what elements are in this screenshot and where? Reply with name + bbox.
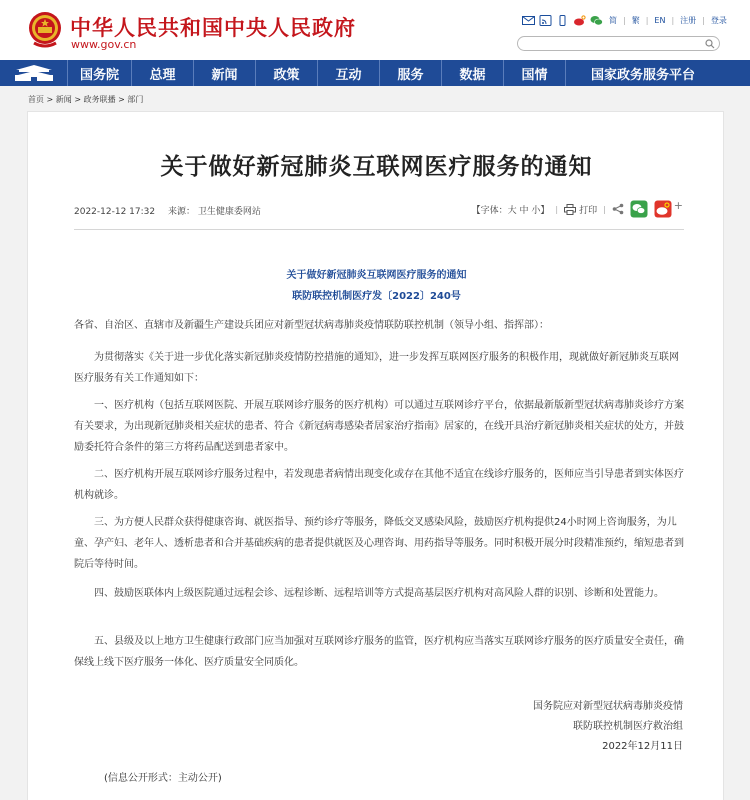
article-source: 来源： 卫生健康委网站 — [167, 207, 261, 217]
traditional-chinese-link[interactable]: 繁 — [631, 16, 640, 25]
signature-date: 2022年12月11日 — [602, 741, 683, 752]
separator: | — [645, 16, 649, 25]
share-icon[interactable] — [612, 203, 624, 215]
document-heading: 关于做好新冠肺炎互联网医疗服务的通知 — [286, 270, 467, 281]
separator: | — [603, 204, 606, 214]
paragraph-5: 五、县级及以上地方卫生健康行政部门应当加强对互联网诊疗服务的监管，医疗机构应当落实互联网诊疗服务的医疗质量安全责任，确保线上线下医疗服务一体化、医疗质量安全同质化。 — [74, 636, 684, 668]
separator: | — [623, 16, 626, 25]
nav-home[interactable] — [0, 60, 68, 86]
signature-line: 联防联控机制医疗救治组 — [573, 721, 683, 732]
divider — [74, 229, 684, 230]
paragraph-1: 一、医疗机构（包括互联网医院、开展互联网诊疗服务的医疗机构）可以通过互联网诊疗平台，依据最新版新型冠状病毒肺炎诊疗方案有关要求，为出现新冠肺炎相关症状的患者、符合《新冠病毒感染者居家治疗指南》居家的，在线开具治疗新冠肺炎相关症状的处方，并鼓励委托符合条件的第三方将药品配送到患者家中。 — [74, 400, 684, 453]
rss-icon[interactable] — [539, 15, 552, 26]
header-tools — [522, 15, 729, 26]
nav-item-services[interactable]: 服务 — [380, 60, 442, 86]
separator: | — [702, 16, 705, 25]
weibo-share-icon[interactable] — [654, 200, 672, 218]
paragraph-2: 二、医疗机构开展互联网诊疗服务过程中，若发现患者病情出现变化或存在其他不适宜在线诊疗服务的，医师应当引导患者到实体医疗机构就诊。 — [74, 469, 684, 501]
weibo-icon[interactable] — [573, 15, 586, 26]
login-link[interactable]: 登录 — [710, 16, 727, 25]
nav-item-state-council[interactable]: 国务院 — [68, 60, 132, 86]
nav-item-news[interactable]: 新闻 — [194, 60, 256, 86]
site-title[interactable]: 中华人民共和国中央人民政府 — [70, 16, 356, 40]
site-header — [0, 0, 750, 60]
mobile-icon[interactable] — [556, 15, 569, 26]
tiananmen-icon — [12, 64, 56, 82]
nav-item-government-services-platform[interactable]: 国家政务服务平台 — [590, 67, 695, 83]
publish-date: 2022-12-12 17:32 — [74, 207, 156, 217]
main-nav — [0, 60, 750, 86]
paragraph-3: 三、为方便人民群众获得健康咨询、就医指导、预约诊疗等服务，降低交叉感染风险，鼓励医疗机构提供24小时网上咨询服务，为儿童、孕产妇、老年人、透析患者和合并基础疾病的患者提供就医及心理咨询、用药指导等服务。同时积极开展分时段精准预约，缩短患者到院后等待时间。 — [74, 517, 684, 570]
english-link[interactable]: EN — [654, 16, 666, 25]
breadcrumb[interactable]: 首页 > 新闻 > 政务联播 > 部门 — [28, 95, 144, 104]
separator: | — [671, 16, 675, 25]
nav-item-policy[interactable]: 政策 — [256, 60, 318, 86]
paragraph-intro: 为贯彻落实《关于进一步优化落实新冠肺炎疫情防控措施的通知》，进一步发挥互联网医疗服务的积极作用，现就做好新冠肺炎互联网医疗服务有关工作通知如下： — [74, 352, 679, 384]
wechat-share-icon[interactable] — [630, 200, 648, 218]
paragraph-4: 四、鼓励医联体内上级医院通过远程会诊、远程诊断、远程培训等方式提高基层医疗机构对高风险人群的识别、诊断和处置能力。 — [94, 588, 664, 599]
document-number: 联防联控机制医疗发〔2022〕240号 — [292, 291, 461, 302]
more-share-icon[interactable]: + — [673, 198, 683, 212]
nav-item-premier[interactable]: 总理 — [132, 60, 194, 86]
print-label: 打印 — [579, 205, 598, 216]
national-emblem-icon[interactable] — [28, 11, 62, 49]
mail-icon[interactable] — [522, 15, 535, 26]
printer-icon — [564, 204, 576, 215]
site-url[interactable]: www.gov.cn — [71, 38, 137, 51]
disclosure-note: (信息公开形式：主动公开) — [104, 773, 222, 784]
wechat-icon[interactable] — [590, 15, 603, 26]
addressee: 各省、自治区、直辖市及新疆生产建设兵团应对新型冠状病毒肺炎疫情联防联控机制（领导小组、指挥部）： — [74, 320, 549, 331]
page-title: 关于做好新冠肺炎互联网医疗服务的通知 — [160, 154, 593, 180]
nav-item-data[interactable]: 数据 — [442, 60, 504, 86]
separator: | — [555, 204, 559, 214]
search-input[interactable] — [517, 36, 720, 51]
font-size-switch[interactable]: 【字体：大 中 小】 — [471, 205, 550, 216]
nav-item-interaction[interactable]: 互动 — [318, 60, 380, 86]
signature-line: 国务院应对新型冠状病毒肺炎疫情 — [533, 701, 683, 712]
register-link[interactable]: 注册 — [680, 16, 697, 25]
print-button[interactable] — [564, 203, 597, 216]
nav-item-national-conditions[interactable]: 国情 — [504, 60, 566, 86]
article-meta — [74, 204, 271, 217]
article-tools — [472, 200, 683, 218]
simplified-chinese-link[interactable]: 简 — [609, 16, 617, 25]
search-icon[interactable] — [705, 39, 715, 49]
article-panel — [27, 111, 724, 800]
